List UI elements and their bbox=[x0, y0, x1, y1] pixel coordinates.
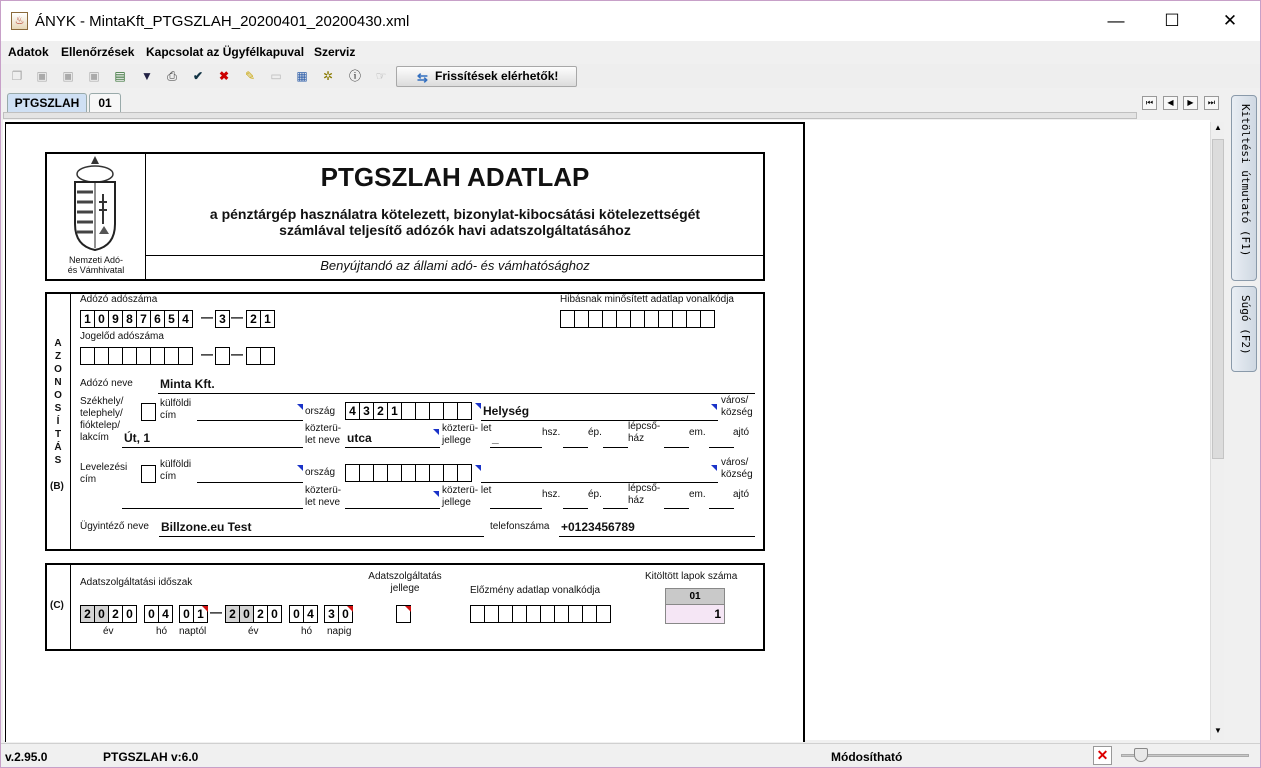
digit-cell[interactable]: 2 bbox=[108, 605, 123, 623]
digit-cell[interactable]: 1 bbox=[387, 402, 402, 420]
digit-cell[interactable]: 2 bbox=[253, 605, 268, 623]
building-label: ép. bbox=[588, 427, 602, 438]
city-label: város/ község bbox=[721, 395, 753, 418]
vertical-scrollbar[interactable] bbox=[1210, 122, 1224, 740]
updates-available-button[interactable] bbox=[396, 66, 577, 87]
status-bar bbox=[1, 743, 1260, 767]
digit-cell[interactable]: 2 bbox=[373, 402, 388, 420]
field-marker bbox=[405, 606, 411, 612]
period-label: Adatszolgáltatási időszak bbox=[80, 577, 193, 588]
country-label: ország bbox=[305, 406, 336, 417]
foreign-underline[interactable] bbox=[197, 420, 303, 421]
month-caption: hó bbox=[301, 626, 313, 637]
predecessor-tax-number[interactable] bbox=[80, 347, 193, 365]
tax-number-county[interactable] bbox=[246, 310, 275, 328]
tax-number-main[interactable] bbox=[80, 310, 193, 328]
refresh-icon: ⇆ bbox=[417, 70, 428, 85]
seat-label: Székhely/ telephely/ fióktelep/ lakcím bbox=[80, 396, 124, 443]
field-marker bbox=[297, 465, 303, 471]
prev-barcode-input[interactable] bbox=[470, 605, 611, 623]
house-number-label: hsz. bbox=[542, 427, 561, 438]
pages-value[interactable]: 1 bbox=[665, 604, 725, 624]
first-page-icon[interactable]: ⏮ bbox=[1142, 96, 1157, 110]
last-page-icon[interactable]: ⏭ bbox=[1204, 96, 1219, 110]
mail-house-number-label: hsz. bbox=[542, 489, 561, 500]
digit-cell[interactable]: 0 bbox=[179, 605, 194, 623]
mail-street-type-label: közterü- let jellege bbox=[442, 485, 492, 508]
pages-header: 01 bbox=[665, 588, 725, 605]
tax-number-label: Adózó adószáma bbox=[80, 294, 158, 305]
mail-floor-field[interactable] bbox=[709, 508, 734, 509]
authority-name: Nemzeti Adó- és Vámhivatal bbox=[67, 255, 125, 275]
barcode-input[interactable] bbox=[560, 310, 715, 328]
dash: — bbox=[231, 347, 243, 361]
edit-mode: Módosítható bbox=[831, 750, 903, 764]
digit-cell[interactable]: 4 bbox=[303, 605, 318, 623]
filter-icon[interactable]: ▼ bbox=[141, 69, 153, 83]
year-caption: év bbox=[248, 626, 259, 637]
mail-foreign-checkbox[interactable] bbox=[141, 465, 156, 483]
horizontal-scrollbar[interactable] bbox=[3, 112, 1137, 119]
zip-code[interactable] bbox=[345, 402, 472, 420]
nature-label: Adatszolgáltatás jellege bbox=[368, 571, 442, 594]
dash: — bbox=[210, 605, 222, 619]
java-app-icon: ♨ bbox=[11, 12, 28, 30]
fill-guide-tab[interactable]: Kitöltési útmutató (F1) bbox=[1231, 95, 1257, 281]
tab-01[interactable]: 01 bbox=[89, 93, 121, 112]
predecessor-county[interactable] bbox=[246, 347, 275, 365]
contact-value[interactable]: Billzone.eu Test bbox=[161, 520, 252, 534]
section-c-label: (C) bbox=[50, 600, 64, 611]
no-edit-icon[interactable]: ✕ bbox=[1093, 746, 1112, 765]
dash: — bbox=[201, 310, 213, 324]
field-marker bbox=[711, 465, 717, 471]
from-month[interactable] bbox=[144, 605, 173, 623]
to-year[interactable] bbox=[225, 605, 282, 623]
year-caption: év bbox=[103, 626, 114, 637]
month-caption: hó bbox=[156, 626, 168, 637]
tax-number-vat[interactable] bbox=[215, 310, 230, 328]
edit-icon[interactable]: ✎ bbox=[244, 69, 256, 83]
mail-floor-label: em. bbox=[689, 489, 706, 500]
phone-label: telefonszáma bbox=[490, 521, 550, 532]
predecessor-vat[interactable] bbox=[215, 347, 230, 365]
help-sidebar bbox=[1229, 90, 1260, 740]
updates-label: Frissítések elérhetők! bbox=[435, 69, 559, 83]
save-icon[interactable]: ▣ bbox=[36, 69, 48, 83]
digit-cell[interactable]: 8 bbox=[122, 310, 137, 328]
section-c-divider bbox=[70, 564, 71, 650]
digit-cell[interactable]: 3 bbox=[215, 310, 230, 328]
street-type-underline bbox=[490, 447, 542, 448]
copy-icon[interactable]: ❐ bbox=[11, 69, 23, 83]
foreign-label: külföldi cím bbox=[160, 398, 192, 421]
digit-cell[interactable]: 2 bbox=[246, 310, 261, 328]
mail-street-type-field[interactable] bbox=[490, 508, 542, 509]
contact-underline bbox=[159, 536, 484, 537]
submit-to: Benyújtandó az állami adó- és vámhatósághoz bbox=[320, 258, 590, 273]
check-icon[interactable]: ✔ bbox=[192, 69, 204, 83]
floor-field[interactable] bbox=[709, 447, 734, 448]
print-icon[interactable]: ⎙ bbox=[167, 69, 177, 83]
digit-cell[interactable]: 0 bbox=[338, 605, 353, 623]
contact-label: Ügyintéző neve bbox=[80, 521, 149, 532]
street-name-underline bbox=[345, 447, 440, 448]
field-marker bbox=[711, 404, 717, 410]
digit-cell[interactable]: 4 bbox=[158, 605, 173, 623]
window-title: ÁNYK - MintaKft_PTGSZLAH_20200401_20200430.xml bbox=[35, 13, 410, 30]
street-name-value[interactable]: utca bbox=[347, 431, 372, 445]
city-underline bbox=[481, 420, 718, 421]
menu-bar bbox=[1, 41, 1260, 63]
mail-foreign-underline[interactable] bbox=[197, 482, 303, 483]
scroll-down-icon[interactable]: ▼ bbox=[1214, 726, 1222, 735]
scroll-thumb[interactable] bbox=[1212, 139, 1224, 459]
mail-street-name-label: közterü- let neve bbox=[305, 485, 342, 508]
digit-cell[interactable]: 0 bbox=[267, 605, 282, 623]
street-type-label: közterü- let jellege bbox=[442, 423, 492, 446]
from-year[interactable] bbox=[80, 605, 137, 623]
house-number-field[interactable] bbox=[563, 447, 588, 448]
settings-icon[interactable]: ✲ bbox=[322, 69, 334, 83]
field-marker bbox=[433, 491, 439, 497]
header-divider-h bbox=[146, 255, 764, 256]
building-field[interactable] bbox=[603, 447, 628, 448]
mail-building-label: ép. bbox=[588, 489, 602, 500]
mail-street-underline[interactable] bbox=[122, 508, 303, 509]
street-underline bbox=[122, 447, 303, 448]
calculator-icon[interactable]: ▦ bbox=[296, 69, 308, 83]
menu-adatok[interactable]: Adatok bbox=[8, 45, 49, 59]
to-day-caption: napig bbox=[327, 626, 352, 637]
digit-cell[interactable]: 3 bbox=[359, 402, 374, 420]
mail-country-label: ország bbox=[305, 467, 336, 478]
predecessor-label: Jogelőd adószáma bbox=[80, 331, 164, 342]
digit-cell[interactable]: 9 bbox=[108, 310, 123, 328]
digit-cell[interactable]: 2 bbox=[225, 605, 240, 623]
field-marker bbox=[433, 429, 439, 435]
mail-city-label: város/ község bbox=[721, 457, 753, 480]
mail-house-number-field[interactable] bbox=[563, 508, 588, 509]
help-tab[interactable]: Súgó (F2) bbox=[1231, 286, 1257, 372]
digit-cell[interactable]: 6 bbox=[150, 310, 165, 328]
phone-value[interactable]: +0123456789 bbox=[561, 520, 635, 534]
digit-cell[interactable]: 0 bbox=[144, 605, 159, 623]
section-b-divider bbox=[70, 293, 71, 550]
maximize-button[interactable]: ☐ bbox=[1164, 11, 1180, 30]
section-b-label: (B) bbox=[50, 481, 64, 492]
mail-staircase-label: lépcső- ház bbox=[628, 483, 661, 506]
street-value[interactable]: Út, 1 bbox=[124, 431, 151, 445]
digit-cell[interactable]: 1 bbox=[260, 310, 275, 328]
mail-zip-code[interactable] bbox=[345, 464, 472, 482]
digit-cell[interactable]: 4 bbox=[178, 310, 193, 328]
to-month[interactable] bbox=[289, 605, 318, 623]
close-button[interactable]: ✕ bbox=[1222, 11, 1238, 30]
scroll-up-icon[interactable]: ▲ bbox=[1214, 123, 1222, 132]
digit-cell[interactable]: 0 bbox=[289, 605, 304, 623]
name-underline bbox=[158, 393, 755, 394]
app-version: v.2.95.0 bbox=[5, 750, 48, 764]
form-subtitle-1: a pénztárgép használatra kötelezett, bizonylat-kibocsátási kötelezettségét bbox=[209, 206, 701, 222]
field-marker bbox=[202, 606, 208, 612]
info-icon[interactable]: ⓘ bbox=[348, 69, 361, 83]
next-page-icon[interactable]: ▶ bbox=[1183, 96, 1198, 110]
prev-barcode-label: Előzmény adatlap vonalkódja bbox=[470, 585, 601, 596]
pages-label: Kitöltött lapok száma bbox=[645, 571, 738, 582]
barcode-label: Hibásnak minősített adatlap vonalkódja bbox=[560, 294, 734, 305]
mail-label: Levelezési cím bbox=[80, 462, 128, 485]
zoom-slider-handle[interactable] bbox=[1134, 748, 1148, 762]
menu-kapcsolat[interactable]: Kapcsolat az Ügyfélkapuval bbox=[146, 45, 305, 59]
digit-cell[interactable]: 0 bbox=[239, 605, 254, 623]
digit-cell[interactable]: 4 bbox=[345, 402, 360, 420]
minimize-button[interactable]: — bbox=[1107, 11, 1125, 30]
street-type-value[interactable]: _ bbox=[492, 431, 499, 445]
dash: — bbox=[201, 347, 213, 361]
city-value[interactable]: Helység bbox=[483, 404, 530, 418]
digit-cell[interactable]: 3 bbox=[324, 605, 339, 623]
floor-label: em. bbox=[689, 427, 706, 438]
mail-street-name-underline[interactable] bbox=[345, 508, 440, 509]
digit-cell[interactable]: 0 bbox=[94, 310, 109, 328]
tab-ptgszlah[interactable]: PTGSZLAH bbox=[7, 93, 87, 112]
digit-cell[interactable]: 1 bbox=[193, 605, 208, 623]
coat-of-arms-icon bbox=[69, 154, 121, 254]
digit-cell[interactable]: 2 bbox=[80, 605, 95, 623]
digit-cell[interactable]: 7 bbox=[136, 310, 151, 328]
mail-building-field[interactable] bbox=[603, 508, 628, 509]
mail-city-underline[interactable] bbox=[481, 482, 718, 483]
delete-icon[interactable]: ✖ bbox=[218, 69, 230, 83]
form-version: PTGSZLAH v:6.0 bbox=[103, 750, 199, 764]
title-bar bbox=[1, 1, 1260, 41]
field-marker bbox=[297, 404, 303, 410]
staircase-field[interactable] bbox=[664, 447, 689, 448]
from-day-caption: naptól bbox=[179, 626, 207, 637]
dash: — bbox=[231, 310, 243, 324]
page-tabs bbox=[1, 90, 1229, 114]
field-marker bbox=[475, 403, 481, 409]
name-value[interactable]: Minta Kft. bbox=[160, 377, 215, 391]
toolbar bbox=[1, 64, 1260, 88]
mail-door-label: ajtó bbox=[733, 489, 750, 500]
menu-szerviz[interactable]: Szerviz bbox=[314, 45, 356, 59]
menu-ellenorzesek[interactable]: Ellenőrzések bbox=[61, 45, 135, 59]
staircase-label: lépcső- ház bbox=[628, 421, 661, 444]
save-as-icon[interactable]: ▣ bbox=[62, 69, 74, 83]
section-b-vertical-label: A Z O N O S Í T Á S bbox=[54, 338, 62, 466]
door-label: ajtó bbox=[733, 427, 750, 438]
prev-page-icon[interactable]: ◀ bbox=[1163, 96, 1178, 110]
save-all-icon[interactable]: ▣ bbox=[88, 69, 100, 83]
form-title: PTGSZLAH ADATLAP bbox=[320, 162, 590, 192]
field-marker bbox=[347, 606, 353, 612]
digit-cell[interactable]: 5 bbox=[164, 310, 179, 328]
mail-foreign-label: külföldi cím bbox=[160, 459, 192, 482]
digit-cell[interactable]: 1 bbox=[80, 310, 95, 328]
digit-cell[interactable]: 0 bbox=[94, 605, 109, 623]
forward-icon[interactable]: ☞ bbox=[375, 69, 387, 83]
field-marker bbox=[475, 465, 481, 471]
name-label: Adózó neve bbox=[80, 378, 133, 389]
foreign-checkbox[interactable] bbox=[141, 403, 156, 421]
form-subtitle-2: számlával teljesítő adózók havi adatszolgáltatásához bbox=[279, 222, 631, 238]
digit-cell[interactable]: 0 bbox=[122, 605, 137, 623]
street-name-label: közterü- let neve bbox=[305, 423, 342, 446]
keyboard-icon[interactable]: ▭ bbox=[270, 69, 282, 83]
mail-staircase-field[interactable] bbox=[664, 508, 689, 509]
phone-underline bbox=[559, 536, 755, 537]
open-icon[interactable]: ▤ bbox=[114, 69, 126, 83]
